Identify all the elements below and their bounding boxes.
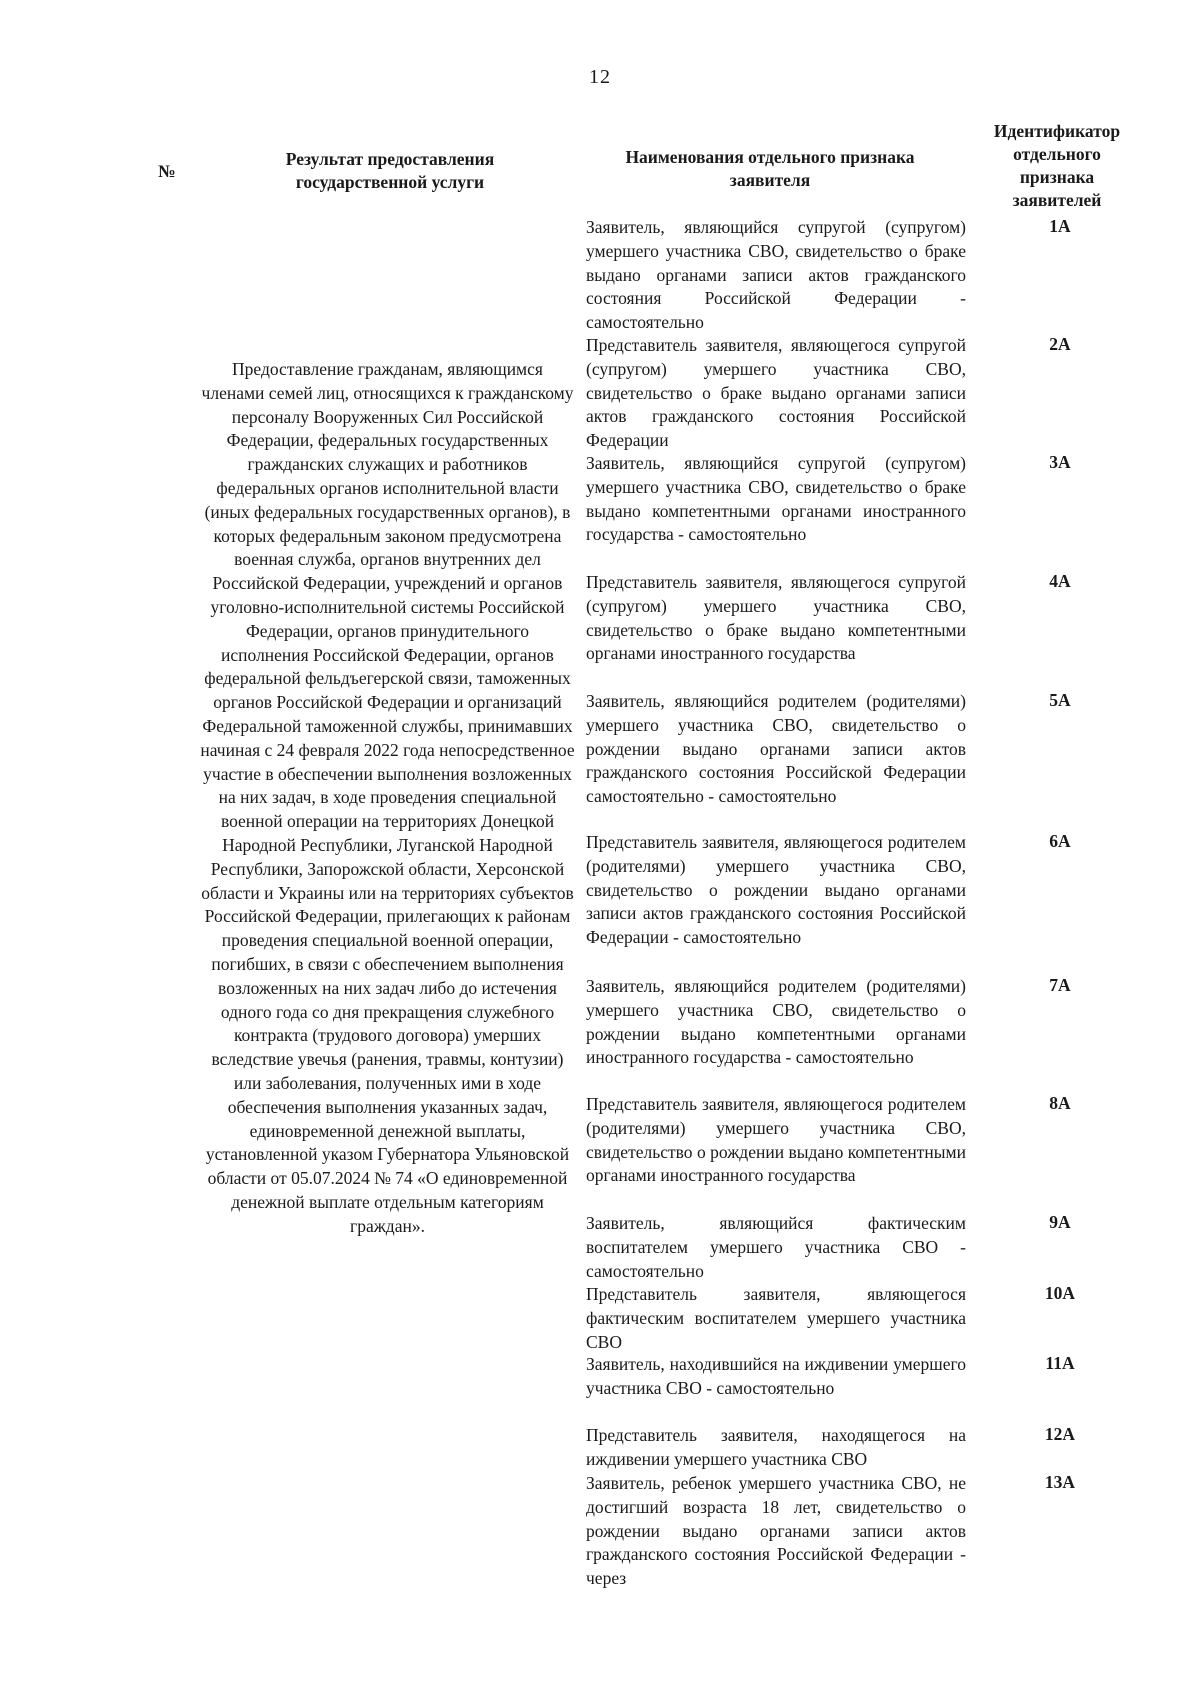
table-row-text-4: Представитель заявителя, являющегося супругой (супругом) умершего участника СВО, свидетельство о браке выдано компетентными органами иностранного государства — [586, 572, 966, 664]
table-row-id-5: 5А — [1049, 690, 1071, 710]
table-row-text-10: Представитель заявителя, являющегося фактическим воспитателем умершего участника СВО — [586, 1284, 966, 1352]
header-result: Результат предоставления государственной услуги — [285, 149, 495, 192]
table-row-id-2: 2А — [1049, 334, 1071, 354]
table-row-text-11: Заявитель, находившийся на иждивении умершего участника СВО - самостоятельно — [586, 1354, 966, 1398]
table-row-id-13: 13А — [1044, 1472, 1076, 1492]
table-row-id-8: 8А — [1049, 1093, 1071, 1113]
header-number: № — [158, 161, 176, 181]
table-row-id-6: 6А — [1049, 831, 1071, 851]
table-row-id-10: 10А — [1044, 1283, 1076, 1303]
table-row-text-9: Заявитель, являющийся фактическим воспитателем умершего участника СВО - самостоятельно — [586, 1213, 966, 1281]
table-row-text-12: Представитель заявителя, находящегося на иждивении умершего участника СВО — [586, 1425, 966, 1469]
table-row-id-3: 3А — [1049, 452, 1071, 472]
table-row-text-1: Заявитель, являющийся супругой (супругом) умершего участника СВО, свидетельство о браке выдано органами записи актов гражданского состояния Российской Федерации - самостоятельно — [586, 217, 966, 333]
header-applicant-attribute: Наименования отдельного признака заявителя — [625, 147, 915, 190]
table-row-text-3: Заявитель, являющийся супругой (супругом) умершего участника СВО, свидетельство о браке выдано компетентными органами иностранного государства - самостоятельно — [586, 453, 966, 545]
header-identifier: Идентификатор отдельного признака заявителей — [993, 121, 1121, 210]
table-row-id-9: 9А — [1049, 1212, 1071, 1232]
table-row-text-7: Заявитель, являющийся родителем (родителями) умершего участника СВО, свидетельство о рождении выдано компетентными органами иностранного государства - самостоятельно — [586, 976, 966, 1068]
table-row-text-5: Заявитель, являющийся родителем (родителями) умершего участника СВО, свидетельство о рождении выдано органами записи актов гражданского состояния Российской Федерации самостоятельно - самостоятельно — [586, 691, 966, 807]
table-row-id-12: 12А — [1044, 1424, 1076, 1444]
table-row-id-11: 11А — [1045, 1353, 1075, 1373]
table-row-id-4: 4А — [1049, 571, 1071, 591]
table-row-text-2: Представитель заявителя, являющегося супругой (супругом) умершего участника СВО, свидетельство о браке выдано органами записи актов гражданского состояния Российской Федерации — [586, 335, 966, 451]
table-row-text-13: Заявитель, ребенок умершего участника СВО, не достигший возраста 18 лет, свидетельство о рождении выдано органами записи актов гражданского состояния Российской Федерации - через — [586, 1473, 966, 1589]
table-row-text-8: Представитель заявителя, являющегося родителем (родителями) умершего участника СВО, свидетельство о рождении выдано компетентными органами иностранного государства — [586, 1094, 966, 1186]
page-number: 12 — [589, 66, 611, 88]
table-row-text-6: Представитель заявителя, являющегося родителем (родителями) умершего участника СВО, свидетельство о рождении выдано органами записи актов гражданского состояния Российской Федерации - самостоятельно — [586, 832, 966, 948]
table-row-id-1: 1А — [1049, 216, 1071, 236]
service-result-text: Предоставление гражданам, являющимся членами семей лиц, относящихся к гражданскому персоналу Вооруженных Сил Российской Федерации, федеральных государственных гражданских служащих и работников федеральных органов исполнительной власти (иных федеральных государственных органов), в которых федеральным законом предусмотрена военная служба, органов внутренних дел Российской Федерации, учреждений и органов уголовно-исполнительной системы Российской Федерации, органов принудительного исполнения Российской Федерации, органов федеральной фельдъегерской связи, таможенных органов Российской Федерации и организаций Федеральной таможенной службы, принимавших начиная с 24 февраля 2022 года непосредственное участие в обеспечении выполнения возложенных на них задач, в ходе проведения специальной военной операции на территориях Донецкой Народной Республики, Луганской Народной Республики, Запорожской области, Херсонской области и Украины или на территориях субъектов Российской Федерации, прилегающих к районам проведения специальной военной операции, погибших, в связи с обеспечением выполнения возложенных на них задач либо до истечения одного года со дня прекращения служебного контракта (трудового договора) умерших вследствие увечья (ранения, травмы, контузии) или заболевания, полученных ими в ходе обеспечения выполнения указанных задач, единовременной денежной выплаты, установленной указом Губернатора Ульяновской области от 05.07.2024 № 74 «О единовременной денежной выплате отдельным категориям граждан». — [200, 359, 575, 1236]
table-row-id-7: 7А — [1049, 975, 1071, 995]
